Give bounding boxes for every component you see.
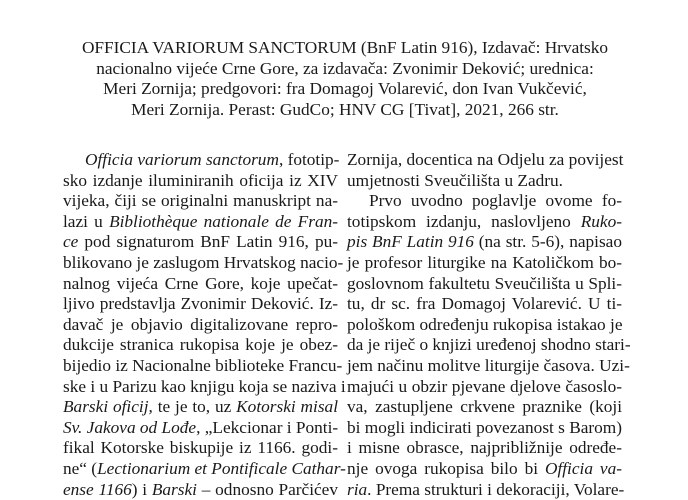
left-column — [63, 150, 338, 500]
text-line — [347, 212, 622, 233]
text-line: pološkom određenju rukopisa istakao je — [347, 315, 622, 336]
text-line — [63, 397, 338, 418]
text-run: te je to, uz — [153, 397, 236, 416]
italic-title: ria — [347, 480, 367, 499]
text-line: jem načinu molitve liturgije časova. Uzi- — [347, 356, 622, 377]
text-run: nje ovoga rukopisa bilo bi — [347, 459, 545, 478]
header-line: OFFICIA VARIORUM SANCTORUM (BnF Latin 916), Izdavač: Hrvatsko — [50, 38, 640, 59]
text-line: tu, dr sc. fra Domagoj Volarević. U ti- — [347, 294, 622, 315]
italic-title: Ruko- — [581, 212, 622, 231]
italic-title: Officia variorum sanctorum — [85, 150, 279, 169]
italic-title: ce — [63, 232, 78, 251]
text-line: da je riječ o knjizi uređenoj shodno stari- — [347, 335, 622, 356]
text-line: va, zastupljene crkvene praznike (koji — [347, 397, 622, 418]
italic-title: Kotorski misal — [236, 397, 338, 416]
right-column — [347, 150, 622, 500]
text-run: lazi u — [63, 212, 109, 231]
text-line: goslovnom fakultetu Sveučilišta u Spli- — [347, 274, 622, 295]
text-line: sko izdanje iluminiranih oficija iz XIV — [63, 171, 338, 192]
text-run: . Prema strukturi i dekoraciji, Volare- — [367, 480, 624, 499]
text-line: Zornija, docentica na Odjelu za povijest — [347, 150, 622, 171]
header-line: Meri Zornija; predgovori: fra Domagoj Volarević, don Ivan Vukčević, — [50, 79, 640, 100]
italic-title: pis BnF Latin 916 — [347, 232, 474, 251]
text-line: ljivo predstavlja Zvonimir Deković. Iz- — [63, 294, 338, 315]
text-run: – odnosno Parčićev — [197, 480, 338, 499]
italic-title: Lectionarium et Pontificale Cathar- — [97, 459, 346, 478]
text-line: Prvo uvodno poglavlje ovome fo- — [347, 191, 622, 212]
text-line — [63, 480, 338, 500]
text-run: , fototip- — [279, 150, 339, 169]
text-line — [63, 232, 338, 253]
text-run: totipskom izdanju, naslovljeno — [347, 212, 581, 231]
text-line: fikal Kotorske biskupije iz 1166. godi- — [63, 438, 338, 459]
text-run: ne“ ( — [63, 459, 97, 478]
text-line: vijeka, čiji se originalni manuskript na- — [63, 191, 338, 212]
header-line: nacionalno vijeće Crne Gore, za izdavača: Zvonimir Deković; urednica: — [50, 59, 640, 80]
text-line: blikovano je zaslugom Hrvatskog nacio- — [63, 253, 338, 274]
text-line: dukcije stranica rukopisa koje je obez- — [63, 335, 338, 356]
italic-title: ense 1166 — [63, 480, 132, 499]
text-line: bi mogli indicirati povezanost s Barom) — [347, 418, 622, 439]
text-run: , „Lekcionar i Ponti- — [196, 418, 338, 437]
text-run: ) i — [132, 480, 152, 499]
text-line — [63, 150, 338, 171]
text-run: pod signaturom BnF Latin 916, pu- — [78, 232, 338, 251]
text-line: nalnog vijeća Crne Gore, koje upečat- — [63, 274, 338, 295]
text-line — [63, 418, 338, 439]
italic-title: Barski oficij, — [63, 397, 153, 416]
header-line: Meri Zornija. Perast: GudCo; HNV CG [Tivat], 2021, 266 str. — [50, 100, 640, 121]
text-line — [347, 232, 622, 253]
text-line: je profesor liturgike na Katoličkom bo- — [347, 253, 622, 274]
italic-title: Barski — [152, 480, 197, 499]
text-line: davač je objavio digitalizovane repro- — [63, 315, 338, 336]
text-run: (na str. 5-6), napisao — [474, 232, 622, 251]
text-line: majući u obzir pjevane djelove časoslo- — [347, 377, 622, 398]
italic-title: Bibliothèque nationale de Fran- — [109, 212, 338, 231]
text-line: bijedio iz Nacionalne biblioteke Francu- — [63, 356, 338, 377]
text-line — [63, 212, 338, 233]
text-line: i misne obrasce, najpribližnije određe- — [347, 438, 622, 459]
text-line — [347, 480, 622, 500]
italic-title: Officia va- — [545, 459, 622, 478]
text-line — [347, 459, 622, 480]
italic-title: Sv. Jakova od Lođe — [63, 418, 196, 437]
text-line: umjetnosti Sveučilišta u Zadru. — [347, 171, 622, 192]
text-line — [63, 459, 338, 480]
review-header — [50, 38, 640, 120]
text-line: ske i u Parizu kao knjigu koja se naziva i — [63, 377, 338, 398]
